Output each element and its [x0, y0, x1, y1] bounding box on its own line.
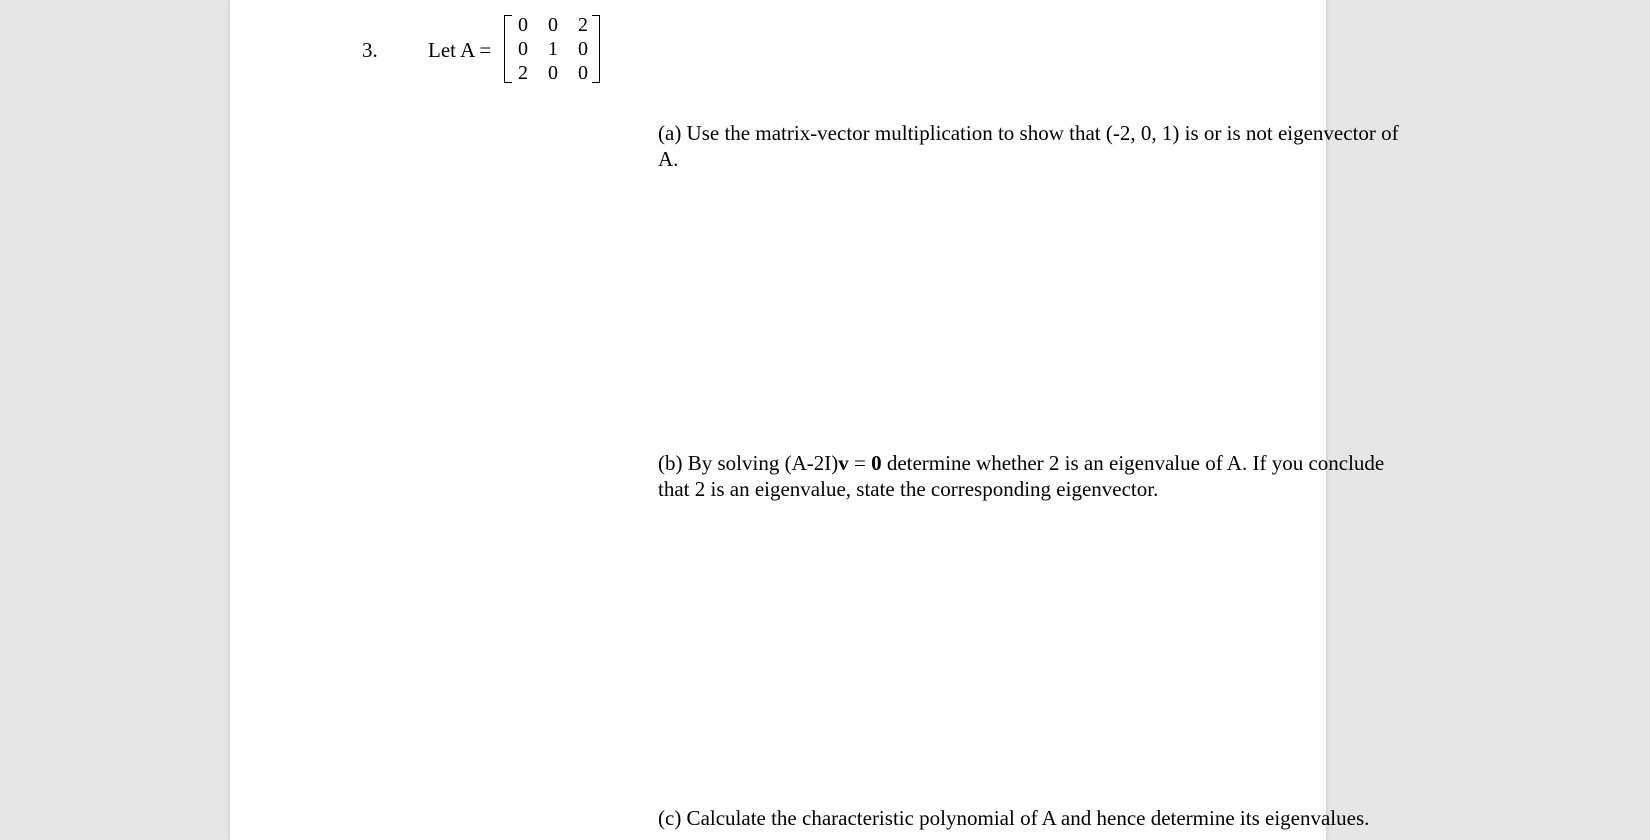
matrix-cell: 0 — [518, 14, 528, 36]
matrix-cell: 0 — [578, 62, 588, 84]
zero-vector-symbol: 0 — [871, 451, 882, 475]
matrix-cell: 0 — [518, 38, 528, 60]
vector-v-symbol: v — [838, 451, 849, 475]
matrix-cell: 1 — [548, 38, 558, 60]
matrix-cell: 0 — [548, 62, 558, 84]
matrix-left-bracket — [504, 15, 512, 83]
document-page — [230, 0, 1399, 840]
matrix-definition-label: Let A = — [428, 38, 492, 62]
matrix-cell: 0 — [578, 38, 588, 60]
question-number: 3. — [362, 38, 378, 62]
part-b-text — [658, 450, 1418, 502]
matrix-cell: 2 — [578, 14, 588, 36]
matrix-cell: 2 — [518, 62, 528, 84]
part-b-text-before: (b) By solving (A-2I) — [658, 451, 839, 475]
part-a-text: (a) Use the matrix-vector multiplication to show that (-2, 0, 1) is or is not eigenvector of A. — [658, 121, 1399, 171]
matrix-right-bracket — [592, 15, 600, 83]
part-b-text-after: determine whether 2 is an eigenvalue of A. If you conclude that 2 is an eigenvalue, state the corresponding eigenvector. — [658, 451, 1385, 501]
matrix-cell: 0 — [548, 14, 558, 36]
part-b-equals: = — [848, 451, 872, 475]
matrix-a — [503, 13, 601, 85]
part-c-text: (c) Calculate the characteristic polynomial of A and hence determine its eigenvalues. — [658, 806, 1370, 830]
